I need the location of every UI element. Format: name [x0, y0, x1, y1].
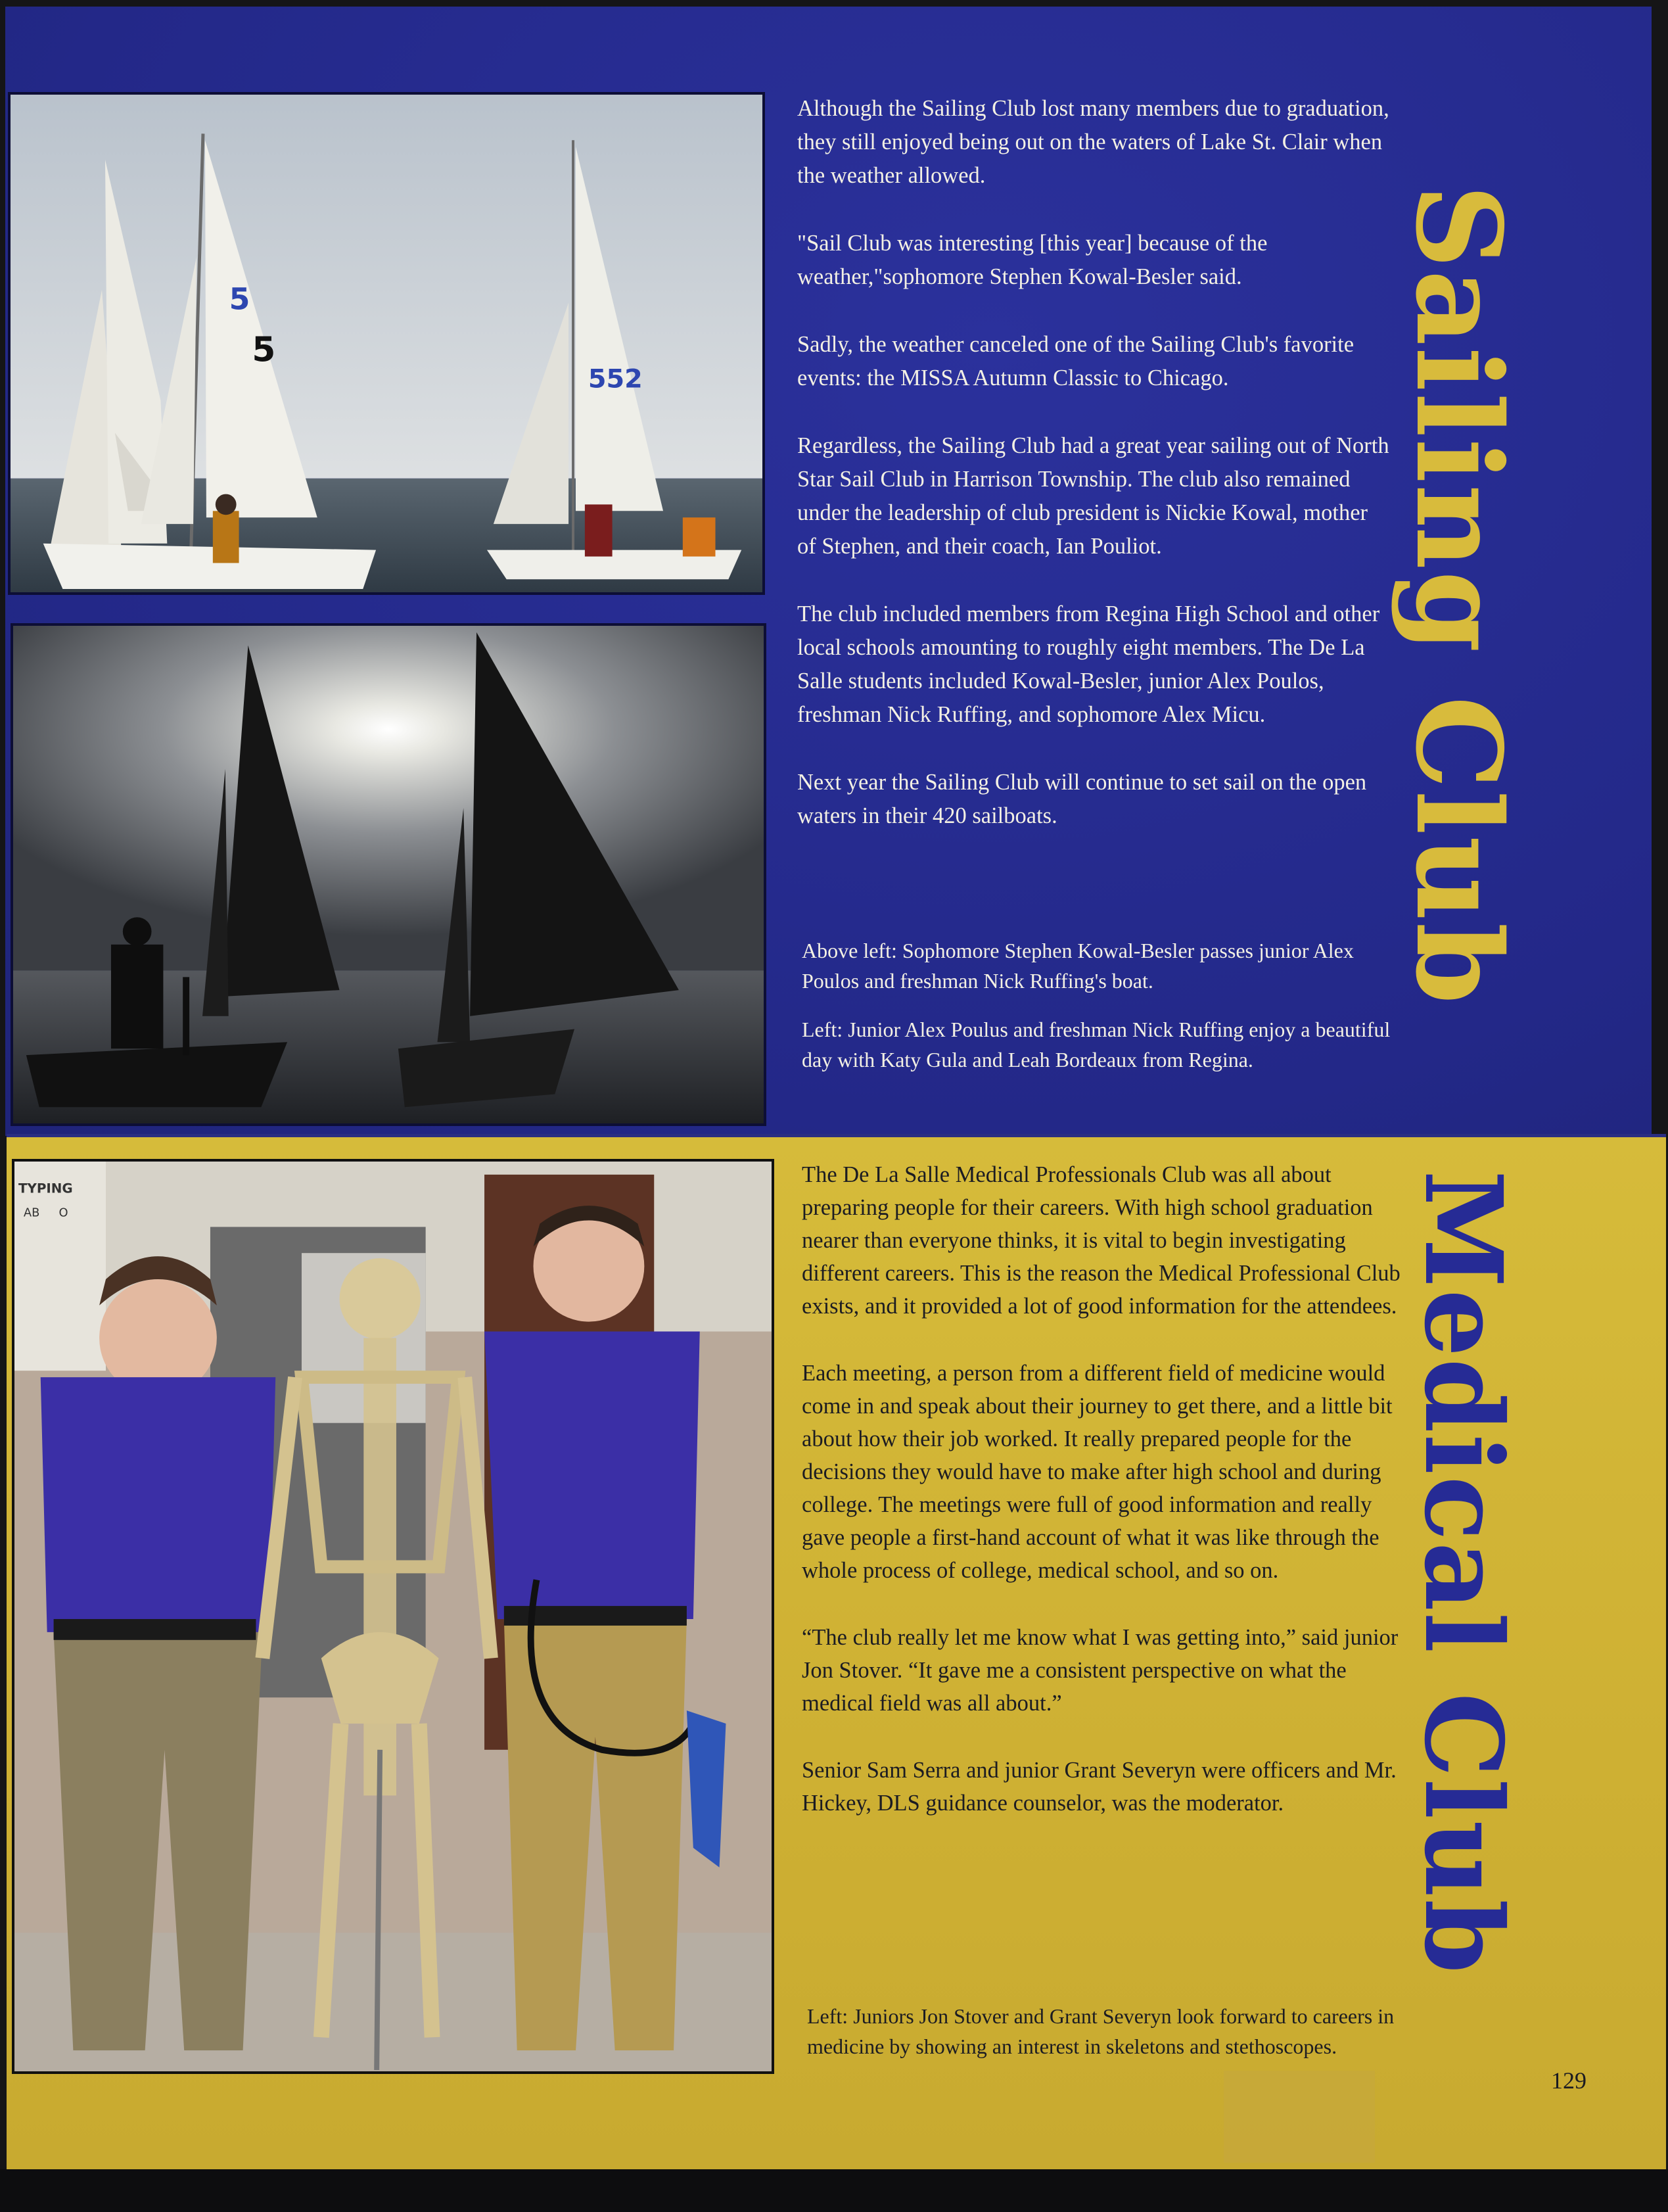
- sailing-article: [797, 92, 1392, 867]
- page-number: 129: [1551, 2067, 1587, 2094]
- medical-paragraph: Senior Sam Serra and junior Grant Severyn were officers and Mr. Hickey, DLS guidance counselor, was the moderator.: [802, 1758, 1397, 1816]
- medical-article: [802, 1158, 1406, 1854]
- sailing-paragraph: Sadly, the weather canceled one of the Sailing Club's favorite events: the MISSA Autumn Classic to Chicago.: [797, 332, 1355, 390]
- sailing-paragraph: The club included members from Regina High School and other local schools amounting to roughly eight members. The De La Salle students included Kowal-Besler, junior Alex Poulos, freshman Nick Ruffing, and sophomore Alex Micu.: [797, 601, 1380, 727]
- sailboats-daylight-photo: [8, 92, 765, 595]
- photo-caption: Left: Junior Alex Poulus and freshman Nick Ruffing enjoy a beautiful day with Katy Gula and Leah Bordeaux from Regina.: [802, 1018, 1391, 1071]
- sailing-paragraph: Next year the Sailing Club will continue to set sail on the open waters in their 420 sailboats.: [797, 770, 1367, 828]
- sailboats-sunset-photo: [11, 623, 766, 1126]
- medical-paragraph: The De La Salle Medical Professionals Club was all about preparing people for their careers. With high school graduation nearer than everyone thinks, it is vital to begin investigating different careers. This is the reason the Medical Professional Club exists, and it provided a lot of good information for the attendees.: [802, 1162, 1401, 1319]
- photo-caption: Left: Juniors Jon Stover and Grant Severyn look forward to careers in medicine by showing an interest in skeletons and stethoscopes.: [807, 2004, 1395, 2058]
- medical-paragraph: Each meeting, a person from a different field of medicine would come in and speak about their journey to get there, and a little bit about how their job worked. It really prepared people for the decisions they would have to make after high school and during college. The meetings were full of good information and really gave people a first-hand account of what it was like through the whole process of college, medical school, and so on.: [802, 1361, 1393, 1583]
- svg-text:TYPING: TYPING: [18, 1181, 73, 1196]
- svg-text:5: 5: [252, 330, 276, 370]
- svg-text:5: 5: [229, 281, 250, 317]
- svg-text:552: 552: [588, 364, 643, 394]
- sailing-club-title: Sailing Club: [1390, 184, 1527, 1006]
- sailing-paragraph: "Sail Club was interesting [this year] because of the weather,"sophomore Stephen Kowal-Besler said.: [797, 231, 1268, 289]
- sailing-paragraph: Regardless, the Sailing Club had a great year sailing out of North Star Sail Club in Harrison Township. The club also remained under the leadership of club president is Nickie Kowal, mother of Stephen, and their coach, Ian Pouliot.: [797, 433, 1389, 559]
- medical-club-title: Medical Club: [1401, 1170, 1525, 1975]
- svg-text:AB: AB: [23, 1206, 40, 1220]
- medical-paragraph: “The club really let me know what I was getting into,” said junior Jon Stover. “It gave me a consistent perspective on what the medical field was all about.”: [802, 1625, 1399, 1716]
- sailing-captions: [802, 935, 1400, 1093]
- tape-mark: [1224, 2071, 1375, 2163]
- photo-caption: Above left: Sophomore Stephen Kowal-Besler passes junior Alex Poulos and freshman Nick Ruffing's boat.: [802, 939, 1354, 993]
- scan-border: [0, 2169, 1668, 2212]
- svg-text:O: O: [58, 1206, 68, 1220]
- students-with-skeleton-photo: [12, 1159, 774, 2074]
- sailing-paragraph: Although the Sailing Club lost many members due to graduation, they still enjoyed being out on the waters of Lake St. Clair when the weather allowed.: [797, 96, 1389, 188]
